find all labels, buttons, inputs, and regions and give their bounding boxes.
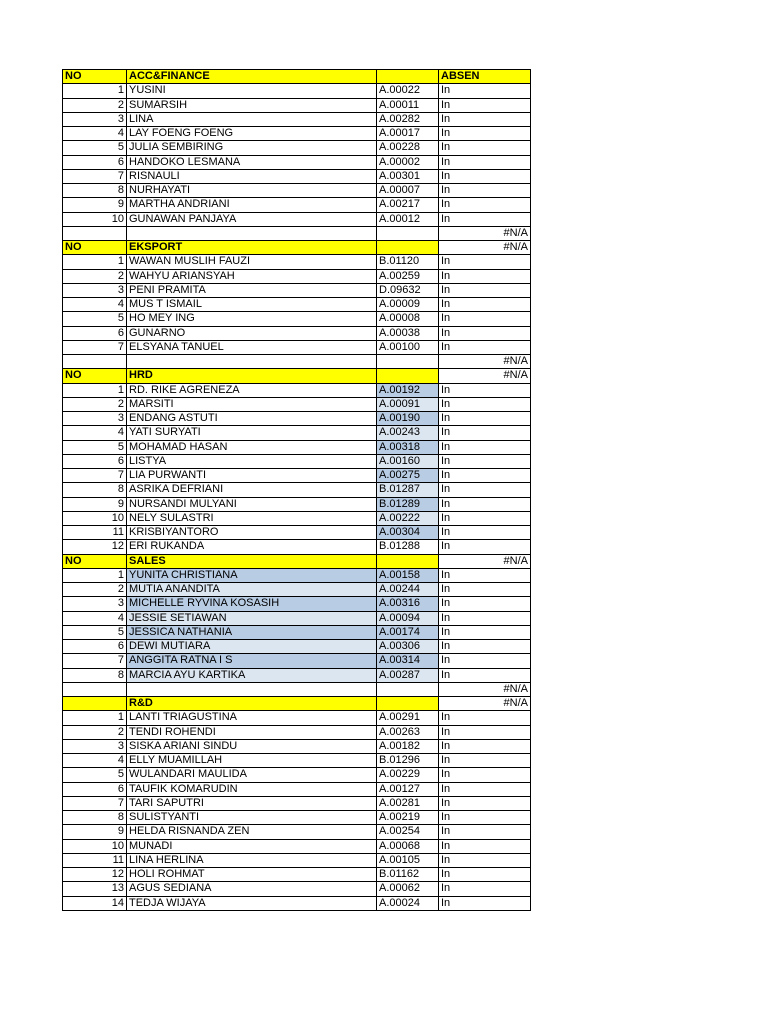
cell-name[interactable]: LANTI TRIAGUSTINA bbox=[127, 711, 377, 725]
table-row bbox=[63, 739, 531, 753]
cell-name[interactable]: TENDI ROHENDI bbox=[127, 725, 377, 739]
cell-absen[interactable]: #N/A bbox=[439, 554, 531, 568]
cell-code[interactable]: A.00160 bbox=[377, 454, 439, 468]
cell-no[interactable]: 11 bbox=[63, 526, 127, 540]
table-row bbox=[63, 340, 531, 354]
cell-absen[interactable]: In bbox=[439, 469, 531, 483]
cell-name[interactable]: ANGGITA RATNA I S bbox=[127, 654, 377, 668]
cell-no[interactable]: NO bbox=[63, 554, 127, 568]
cell-code[interactable]: A.00316 bbox=[377, 597, 439, 611]
cell-absen[interactable]: In bbox=[439, 198, 531, 212]
cell-name[interactable]: YUSINI bbox=[127, 84, 377, 98]
cell-name[interactable]: GUNARNO bbox=[127, 326, 377, 340]
cell-code[interactable]: A.00182 bbox=[377, 739, 439, 753]
cell-code[interactable]: A.00254 bbox=[377, 825, 439, 839]
cell-code[interactable]: A.00275 bbox=[377, 469, 439, 483]
cell-code[interactable]: A.00127 bbox=[377, 782, 439, 796]
table-row bbox=[63, 625, 531, 639]
spacer-row bbox=[63, 226, 531, 240]
table-row bbox=[63, 839, 531, 853]
table-row bbox=[63, 882, 531, 896]
cell-no[interactable]: 9 bbox=[63, 497, 127, 511]
table-row bbox=[63, 383, 531, 397]
sheet-body bbox=[63, 70, 531, 911]
cell-code[interactable]: B.01162 bbox=[377, 868, 439, 882]
cell-name[interactable]: LINA HERLINA bbox=[127, 853, 377, 867]
cell-no[interactable]: 6 bbox=[63, 454, 127, 468]
cell-no[interactable]: 1 bbox=[63, 84, 127, 98]
cell-no[interactable]: 7 bbox=[63, 340, 127, 354]
section-header-row bbox=[63, 554, 531, 568]
cell-absen[interactable]: In bbox=[439, 597, 531, 611]
cell-code[interactable]: A.00094 bbox=[377, 611, 439, 625]
cell-code[interactable]: A.00091 bbox=[377, 397, 439, 411]
cell-name[interactable] bbox=[127, 226, 377, 240]
table-row bbox=[63, 668, 531, 682]
cell-code[interactable]: A.00022 bbox=[377, 84, 439, 98]
cell-no[interactable]: 8 bbox=[63, 483, 127, 497]
table-row bbox=[63, 868, 531, 882]
cell-no[interactable]: 9 bbox=[63, 198, 127, 212]
table-row bbox=[63, 896, 531, 910]
cell-name[interactable]: MARSITI bbox=[127, 397, 377, 411]
cell-code[interactable]: A.00287 bbox=[377, 668, 439, 682]
cell-no[interactable]: 12 bbox=[63, 868, 127, 882]
cell-absen[interactable]: ABSEN bbox=[439, 70, 531, 84]
cell-code[interactable] bbox=[377, 70, 439, 84]
cell-code[interactable]: A.00100 bbox=[377, 340, 439, 354]
cell-no[interactable]: 2 bbox=[63, 725, 127, 739]
table-row bbox=[63, 312, 531, 326]
cell-absen[interactable]: In bbox=[439, 283, 531, 297]
table-row bbox=[63, 155, 531, 169]
cell-no[interactable]: NO bbox=[63, 369, 127, 383]
cell-code[interactable]: A.00011 bbox=[377, 98, 439, 112]
cell-absen[interactable]: In bbox=[439, 127, 531, 141]
cell-absen[interactable]: In bbox=[439, 440, 531, 454]
cell-no[interactable]: 1 bbox=[63, 255, 127, 269]
cell-no[interactable]: 4 bbox=[63, 298, 127, 312]
cell-name[interactable]: YUNITA CHRISTIANA bbox=[127, 568, 377, 582]
cell-code[interactable]: D.09632 bbox=[377, 283, 439, 297]
cell-no[interactable]: 4 bbox=[63, 611, 127, 625]
cell-no[interactable]: 3 bbox=[63, 112, 127, 126]
cell-absen[interactable]: In bbox=[439, 811, 531, 825]
table-row bbox=[63, 454, 531, 468]
table-row bbox=[63, 169, 531, 183]
table-row bbox=[63, 511, 531, 525]
cell-no[interactable]: 5 bbox=[63, 312, 127, 326]
cell-no[interactable]: 6 bbox=[63, 326, 127, 340]
cell-absen[interactable]: In bbox=[439, 155, 531, 169]
cell-absen[interactable]: #N/A bbox=[439, 697, 531, 711]
table-row bbox=[63, 98, 531, 112]
cell-code[interactable]: A.00306 bbox=[377, 640, 439, 654]
cell-absen[interactable]: In bbox=[439, 426, 531, 440]
cell-absen[interactable]: In bbox=[439, 383, 531, 397]
cell-code[interactable]: A.00002 bbox=[377, 155, 439, 169]
cell-no[interactable]: 5 bbox=[63, 440, 127, 454]
cell-name[interactable]: SULISTYANTI bbox=[127, 811, 377, 825]
cell-code[interactable]: A.00038 bbox=[377, 326, 439, 340]
cell-name[interactable]: JESSICA NATHANIA bbox=[127, 625, 377, 639]
cell-no[interactable]: 5 bbox=[63, 625, 127, 639]
cell-no[interactable] bbox=[63, 355, 127, 369]
cell-no[interactable]: 6 bbox=[63, 640, 127, 654]
cell-no[interactable]: 11 bbox=[63, 853, 127, 867]
table-row bbox=[63, 811, 531, 825]
cell-name[interactable]: TEDJA WIJAYA bbox=[127, 896, 377, 910]
table-row bbox=[63, 597, 531, 611]
cell-code[interactable]: A.00190 bbox=[377, 412, 439, 426]
cell-no[interactable]: 7 bbox=[63, 654, 127, 668]
cell-code[interactable]: A.00243 bbox=[377, 426, 439, 440]
cell-absen[interactable]: In bbox=[439, 583, 531, 597]
cell-absen[interactable]: In bbox=[439, 839, 531, 853]
cell-absen[interactable]: In bbox=[439, 269, 531, 283]
cell-name[interactable]: HRD bbox=[127, 369, 377, 383]
section-header-row bbox=[63, 369, 531, 383]
table-row bbox=[63, 782, 531, 796]
cell-no[interactable]: 10 bbox=[63, 511, 127, 525]
cell-absen[interactable]: In bbox=[439, 768, 531, 782]
cell-absen[interactable]: In bbox=[439, 782, 531, 796]
cell-name[interactable]: JESSIE SETIAWAN bbox=[127, 611, 377, 625]
cell-absen[interactable]: In bbox=[439, 511, 531, 525]
cell-no[interactable]: 5 bbox=[63, 768, 127, 782]
cell-code[interactable]: A.00229 bbox=[377, 768, 439, 782]
cell-name[interactable]: KRISBIYANTORO bbox=[127, 526, 377, 540]
table-row bbox=[63, 426, 531, 440]
table-row bbox=[63, 611, 531, 625]
cell-no[interactable]: NO bbox=[63, 70, 127, 84]
cell-absen[interactable]: #N/A bbox=[439, 682, 531, 696]
cell-code[interactable] bbox=[377, 554, 439, 568]
cell-absen[interactable]: In bbox=[439, 796, 531, 810]
cell-name[interactable] bbox=[127, 682, 377, 696]
cell-name[interactable]: ELLY MUAMILLAH bbox=[127, 754, 377, 768]
cell-no[interactable]: 2 bbox=[63, 98, 127, 112]
table-row bbox=[63, 212, 531, 226]
cell-no[interactable]: 5 bbox=[63, 141, 127, 155]
cell-no[interactable]: 3 bbox=[63, 412, 127, 426]
cell-name[interactable]: ENDANG ASTUTI bbox=[127, 412, 377, 426]
cell-name[interactable]: MARTHA ANDRIANI bbox=[127, 198, 377, 212]
table-row bbox=[63, 583, 531, 597]
cell-no[interactable]: 12 bbox=[63, 540, 127, 554]
cell-name[interactable]: WULANDARI MAULIDA bbox=[127, 768, 377, 782]
table-row bbox=[63, 768, 531, 782]
cell-name[interactable]: ACC&FINANCE bbox=[127, 70, 377, 84]
cell-no[interactable]: 1 bbox=[63, 383, 127, 397]
table-row bbox=[63, 825, 531, 839]
cell-code[interactable]: B.01120 bbox=[377, 255, 439, 269]
cell-code[interactable]: A.00281 bbox=[377, 796, 439, 810]
cell-no[interactable]: 4 bbox=[63, 127, 127, 141]
cell-name[interactable]: HOLI ROHMAT bbox=[127, 868, 377, 882]
cell-absen[interactable]: In bbox=[439, 739, 531, 753]
cell-code[interactable]: A.00219 bbox=[377, 811, 439, 825]
cell-name[interactable]: HANDOKO LESMANA bbox=[127, 155, 377, 169]
cell-absen[interactable]: In bbox=[439, 454, 531, 468]
cell-name[interactable]: GUNAWAN PANJAYA bbox=[127, 212, 377, 226]
table-row bbox=[63, 141, 531, 155]
cell-name[interactable]: ERI RUKANDA bbox=[127, 540, 377, 554]
table-row bbox=[63, 711, 531, 725]
cell-absen[interactable]: In bbox=[439, 412, 531, 426]
cell-no[interactable]: NO bbox=[63, 241, 127, 255]
cell-no[interactable]: 1 bbox=[63, 711, 127, 725]
cell-name[interactable]: ASRIKA DEFRIANI bbox=[127, 483, 377, 497]
cell-absen[interactable]: In bbox=[439, 112, 531, 126]
table-row bbox=[63, 412, 531, 426]
cell-code[interactable]: A.00105 bbox=[377, 853, 439, 867]
section-header-row bbox=[63, 70, 531, 84]
cell-absen[interactable]: In bbox=[439, 141, 531, 155]
cell-no[interactable]: 3 bbox=[63, 597, 127, 611]
table-row bbox=[63, 796, 531, 810]
cell-code[interactable]: A.00017 bbox=[377, 127, 439, 141]
cell-name[interactable]: EKSPORT bbox=[127, 241, 377, 255]
cell-code[interactable]: A.00068 bbox=[377, 839, 439, 853]
cell-name[interactable]: R&D bbox=[127, 697, 377, 711]
cell-absen[interactable]: In bbox=[439, 184, 531, 198]
cell-name[interactable]: RISNAULI bbox=[127, 169, 377, 183]
cell-name[interactable]: MOHAMAD HASAN bbox=[127, 440, 377, 454]
cell-absen[interactable]: In bbox=[439, 611, 531, 625]
cell-no[interactable]: 6 bbox=[63, 782, 127, 796]
table-row bbox=[63, 198, 531, 212]
cell-no[interactable]: 4 bbox=[63, 754, 127, 768]
cell-no[interactable]: 3 bbox=[63, 739, 127, 753]
cell-absen[interactable]: #N/A bbox=[439, 241, 531, 255]
cell-no[interactable]: 8 bbox=[63, 811, 127, 825]
cell-name[interactable]: TARI SAPUTRI bbox=[127, 796, 377, 810]
cell-absen[interactable]: In bbox=[439, 298, 531, 312]
cell-absen[interactable]: In bbox=[439, 882, 531, 896]
cell-absen[interactable]: In bbox=[439, 326, 531, 340]
cell-absen[interactable]: In bbox=[439, 84, 531, 98]
cell-code[interactable]: A.00174 bbox=[377, 625, 439, 639]
cell-no[interactable]: 10 bbox=[63, 212, 127, 226]
table-row bbox=[63, 112, 531, 126]
cell-name[interactable]: NURHAYATI bbox=[127, 184, 377, 198]
cell-absen[interactable]: In bbox=[439, 668, 531, 682]
cell-absen[interactable]: In bbox=[439, 640, 531, 654]
cell-absen[interactable]: In bbox=[439, 654, 531, 668]
cell-code[interactable]: A.00263 bbox=[377, 725, 439, 739]
cell-absen[interactable]: #N/A bbox=[439, 226, 531, 240]
cell-no[interactable] bbox=[63, 682, 127, 696]
cell-name[interactable]: YATI SURYATI bbox=[127, 426, 377, 440]
cell-code[interactable]: A.00291 bbox=[377, 711, 439, 725]
cell-absen[interactable]: In bbox=[439, 754, 531, 768]
table-row bbox=[63, 754, 531, 768]
table-row bbox=[63, 483, 531, 497]
cell-name[interactable]: LIA PURWANTI bbox=[127, 469, 377, 483]
cell-code[interactable]: A.00259 bbox=[377, 269, 439, 283]
cell-no[interactable]: 13 bbox=[63, 882, 127, 896]
table-row bbox=[63, 255, 531, 269]
cell-name[interactable]: LAY FOENG FOENG bbox=[127, 127, 377, 141]
table-row bbox=[63, 725, 531, 739]
cell-name[interactable]: DEWI MUTIARA bbox=[127, 640, 377, 654]
table-row bbox=[63, 397, 531, 411]
cell-absen[interactable]: In bbox=[439, 483, 531, 497]
cell-absen[interactable]: In bbox=[439, 825, 531, 839]
cell-absen[interactable]: In bbox=[439, 312, 531, 326]
cell-name[interactable]: MICHELLE RYVINA KOSASIH bbox=[127, 597, 377, 611]
table-row bbox=[63, 526, 531, 540]
cell-no[interactable]: 3 bbox=[63, 283, 127, 297]
cell-code[interactable]: A.00009 bbox=[377, 298, 439, 312]
cell-no[interactable]: 7 bbox=[63, 169, 127, 183]
cell-code[interactable]: A.00222 bbox=[377, 511, 439, 525]
cell-name[interactable]: MUNADI bbox=[127, 839, 377, 853]
cell-name[interactable]: HELDA RISNANDA ZEN bbox=[127, 825, 377, 839]
table-row bbox=[63, 184, 531, 198]
cell-absen[interactable]: In bbox=[439, 98, 531, 112]
cell-absen[interactable]: In bbox=[439, 568, 531, 582]
cell-code[interactable]: A.00244 bbox=[377, 583, 439, 597]
table-row bbox=[63, 440, 531, 454]
cell-absen[interactable]: In bbox=[439, 896, 531, 910]
cell-name[interactable]: AGUS SEDIANA bbox=[127, 882, 377, 896]
cell-code[interactable]: A.00062 bbox=[377, 882, 439, 896]
attendance-sheet bbox=[62, 69, 531, 911]
cell-absen[interactable]: In bbox=[439, 853, 531, 867]
cell-name[interactable]: MUTIA ANANDITA bbox=[127, 583, 377, 597]
cell-absen[interactable]: In bbox=[439, 711, 531, 725]
cell-code[interactable] bbox=[377, 226, 439, 240]
cell-code[interactable]: A.00012 bbox=[377, 212, 439, 226]
cell-name[interactable]: MARCIA AYU KARTIKA bbox=[127, 668, 377, 682]
cell-name[interactable]: PENI PRAMITA bbox=[127, 283, 377, 297]
cell-absen[interactable]: In bbox=[439, 397, 531, 411]
table-row bbox=[63, 269, 531, 283]
table-row bbox=[63, 853, 531, 867]
cell-absen[interactable]: In bbox=[439, 725, 531, 739]
cell-code[interactable]: A.00228 bbox=[377, 141, 439, 155]
cell-code[interactable] bbox=[377, 355, 439, 369]
table-row bbox=[63, 640, 531, 654]
cell-code[interactable] bbox=[377, 369, 439, 383]
table-row bbox=[63, 298, 531, 312]
cell-code[interactable]: A.00282 bbox=[377, 112, 439, 126]
section-header-row bbox=[63, 697, 531, 711]
cell-name[interactable]: WAHYU ARIANSYAH bbox=[127, 269, 377, 283]
cell-name[interactable]: RD. RIKE AGRENEZA bbox=[127, 383, 377, 397]
section-header-row bbox=[63, 241, 531, 255]
cell-absen[interactable]: #N/A bbox=[439, 355, 531, 369]
cell-absen[interactable]: In bbox=[439, 212, 531, 226]
cell-no[interactable]: 8 bbox=[63, 184, 127, 198]
table-row bbox=[63, 497, 531, 511]
table-row bbox=[63, 540, 531, 554]
spacer-row bbox=[63, 355, 531, 369]
cell-no[interactable]: 7 bbox=[63, 469, 127, 483]
cell-name[interactable]: MUS T ISMAIL bbox=[127, 298, 377, 312]
cell-code[interactable]: A.00217 bbox=[377, 198, 439, 212]
cell-absen[interactable]: In bbox=[439, 868, 531, 882]
cell-name[interactable]: NURSANDI MULYANI bbox=[127, 497, 377, 511]
cell-code[interactable]: B.01288 bbox=[377, 540, 439, 554]
cell-absen[interactable]: In bbox=[439, 625, 531, 639]
cell-code[interactable]: A.00007 bbox=[377, 184, 439, 198]
table-row bbox=[63, 84, 531, 98]
table-row bbox=[63, 469, 531, 483]
cell-name[interactable]: HO MEY ING bbox=[127, 312, 377, 326]
cell-no[interactable]: 10 bbox=[63, 839, 127, 853]
cell-no[interactable]: 1 bbox=[63, 568, 127, 582]
cell-code[interactable]: A.00008 bbox=[377, 312, 439, 326]
table-row bbox=[63, 283, 531, 297]
table-row bbox=[63, 568, 531, 582]
cell-absen[interactable]: In bbox=[439, 526, 531, 540]
cell-name[interactable]: SALES bbox=[127, 554, 377, 568]
cell-name[interactable]: SISKA ARIANI SINDU bbox=[127, 739, 377, 753]
cell-name[interactable] bbox=[127, 355, 377, 369]
cell-absen[interactable]: In bbox=[439, 340, 531, 354]
table-row bbox=[63, 326, 531, 340]
cell-name[interactable]: LISTYA bbox=[127, 454, 377, 468]
cell-code[interactable]: A.00318 bbox=[377, 440, 439, 454]
cell-code[interactable]: A.00301 bbox=[377, 169, 439, 183]
cell-code[interactable]: B.01289 bbox=[377, 497, 439, 511]
cell-name[interactable]: SUMARSIH bbox=[127, 98, 377, 112]
cell-absen[interactable]: In bbox=[439, 255, 531, 269]
cell-code[interactable] bbox=[377, 682, 439, 696]
cell-name[interactable]: LINA bbox=[127, 112, 377, 126]
cell-code[interactable]: A.00314 bbox=[377, 654, 439, 668]
cell-no[interactable]: 8 bbox=[63, 668, 127, 682]
cell-no[interactable] bbox=[63, 697, 127, 711]
cell-no[interactable]: 4 bbox=[63, 426, 127, 440]
cell-code[interactable] bbox=[377, 241, 439, 255]
cell-no[interactable]: 9 bbox=[63, 825, 127, 839]
table-row bbox=[63, 654, 531, 668]
cell-absen[interactable]: In bbox=[439, 169, 531, 183]
cell-absen[interactable]: #N/A bbox=[439, 369, 531, 383]
cell-name[interactable]: NELY SULASTRI bbox=[127, 511, 377, 525]
cell-code[interactable]: A.00024 bbox=[377, 896, 439, 910]
cell-no[interactable]: 2 bbox=[63, 583, 127, 597]
cell-code[interactable]: B.01287 bbox=[377, 483, 439, 497]
cell-no[interactable]: 6 bbox=[63, 155, 127, 169]
cell-no[interactable]: 14 bbox=[63, 896, 127, 910]
cell-no[interactable]: 2 bbox=[63, 269, 127, 283]
cell-name[interactable]: ELSYANA TANUEL bbox=[127, 340, 377, 354]
spacer-row bbox=[63, 682, 531, 696]
cell-absen[interactable]: In bbox=[439, 497, 531, 511]
cell-name[interactable]: WAWAN MUSLIH FAUZI bbox=[127, 255, 377, 269]
cell-absen[interactable]: In bbox=[439, 540, 531, 554]
table-row bbox=[63, 127, 531, 141]
cell-no[interactable]: 7 bbox=[63, 796, 127, 810]
cell-no[interactable]: 2 bbox=[63, 397, 127, 411]
cell-name[interactable]: TAUFIK KOMARUDIN bbox=[127, 782, 377, 796]
cell-code[interactable]: A.00304 bbox=[377, 526, 439, 540]
cell-code[interactable]: B.01296 bbox=[377, 754, 439, 768]
cell-name[interactable]: JULIA SEMBIRING bbox=[127, 141, 377, 155]
cell-no[interactable] bbox=[63, 226, 127, 240]
cell-code[interactable] bbox=[377, 697, 439, 711]
cell-code[interactable]: A.00158 bbox=[377, 568, 439, 582]
cell-code[interactable]: A.00192 bbox=[377, 383, 439, 397]
